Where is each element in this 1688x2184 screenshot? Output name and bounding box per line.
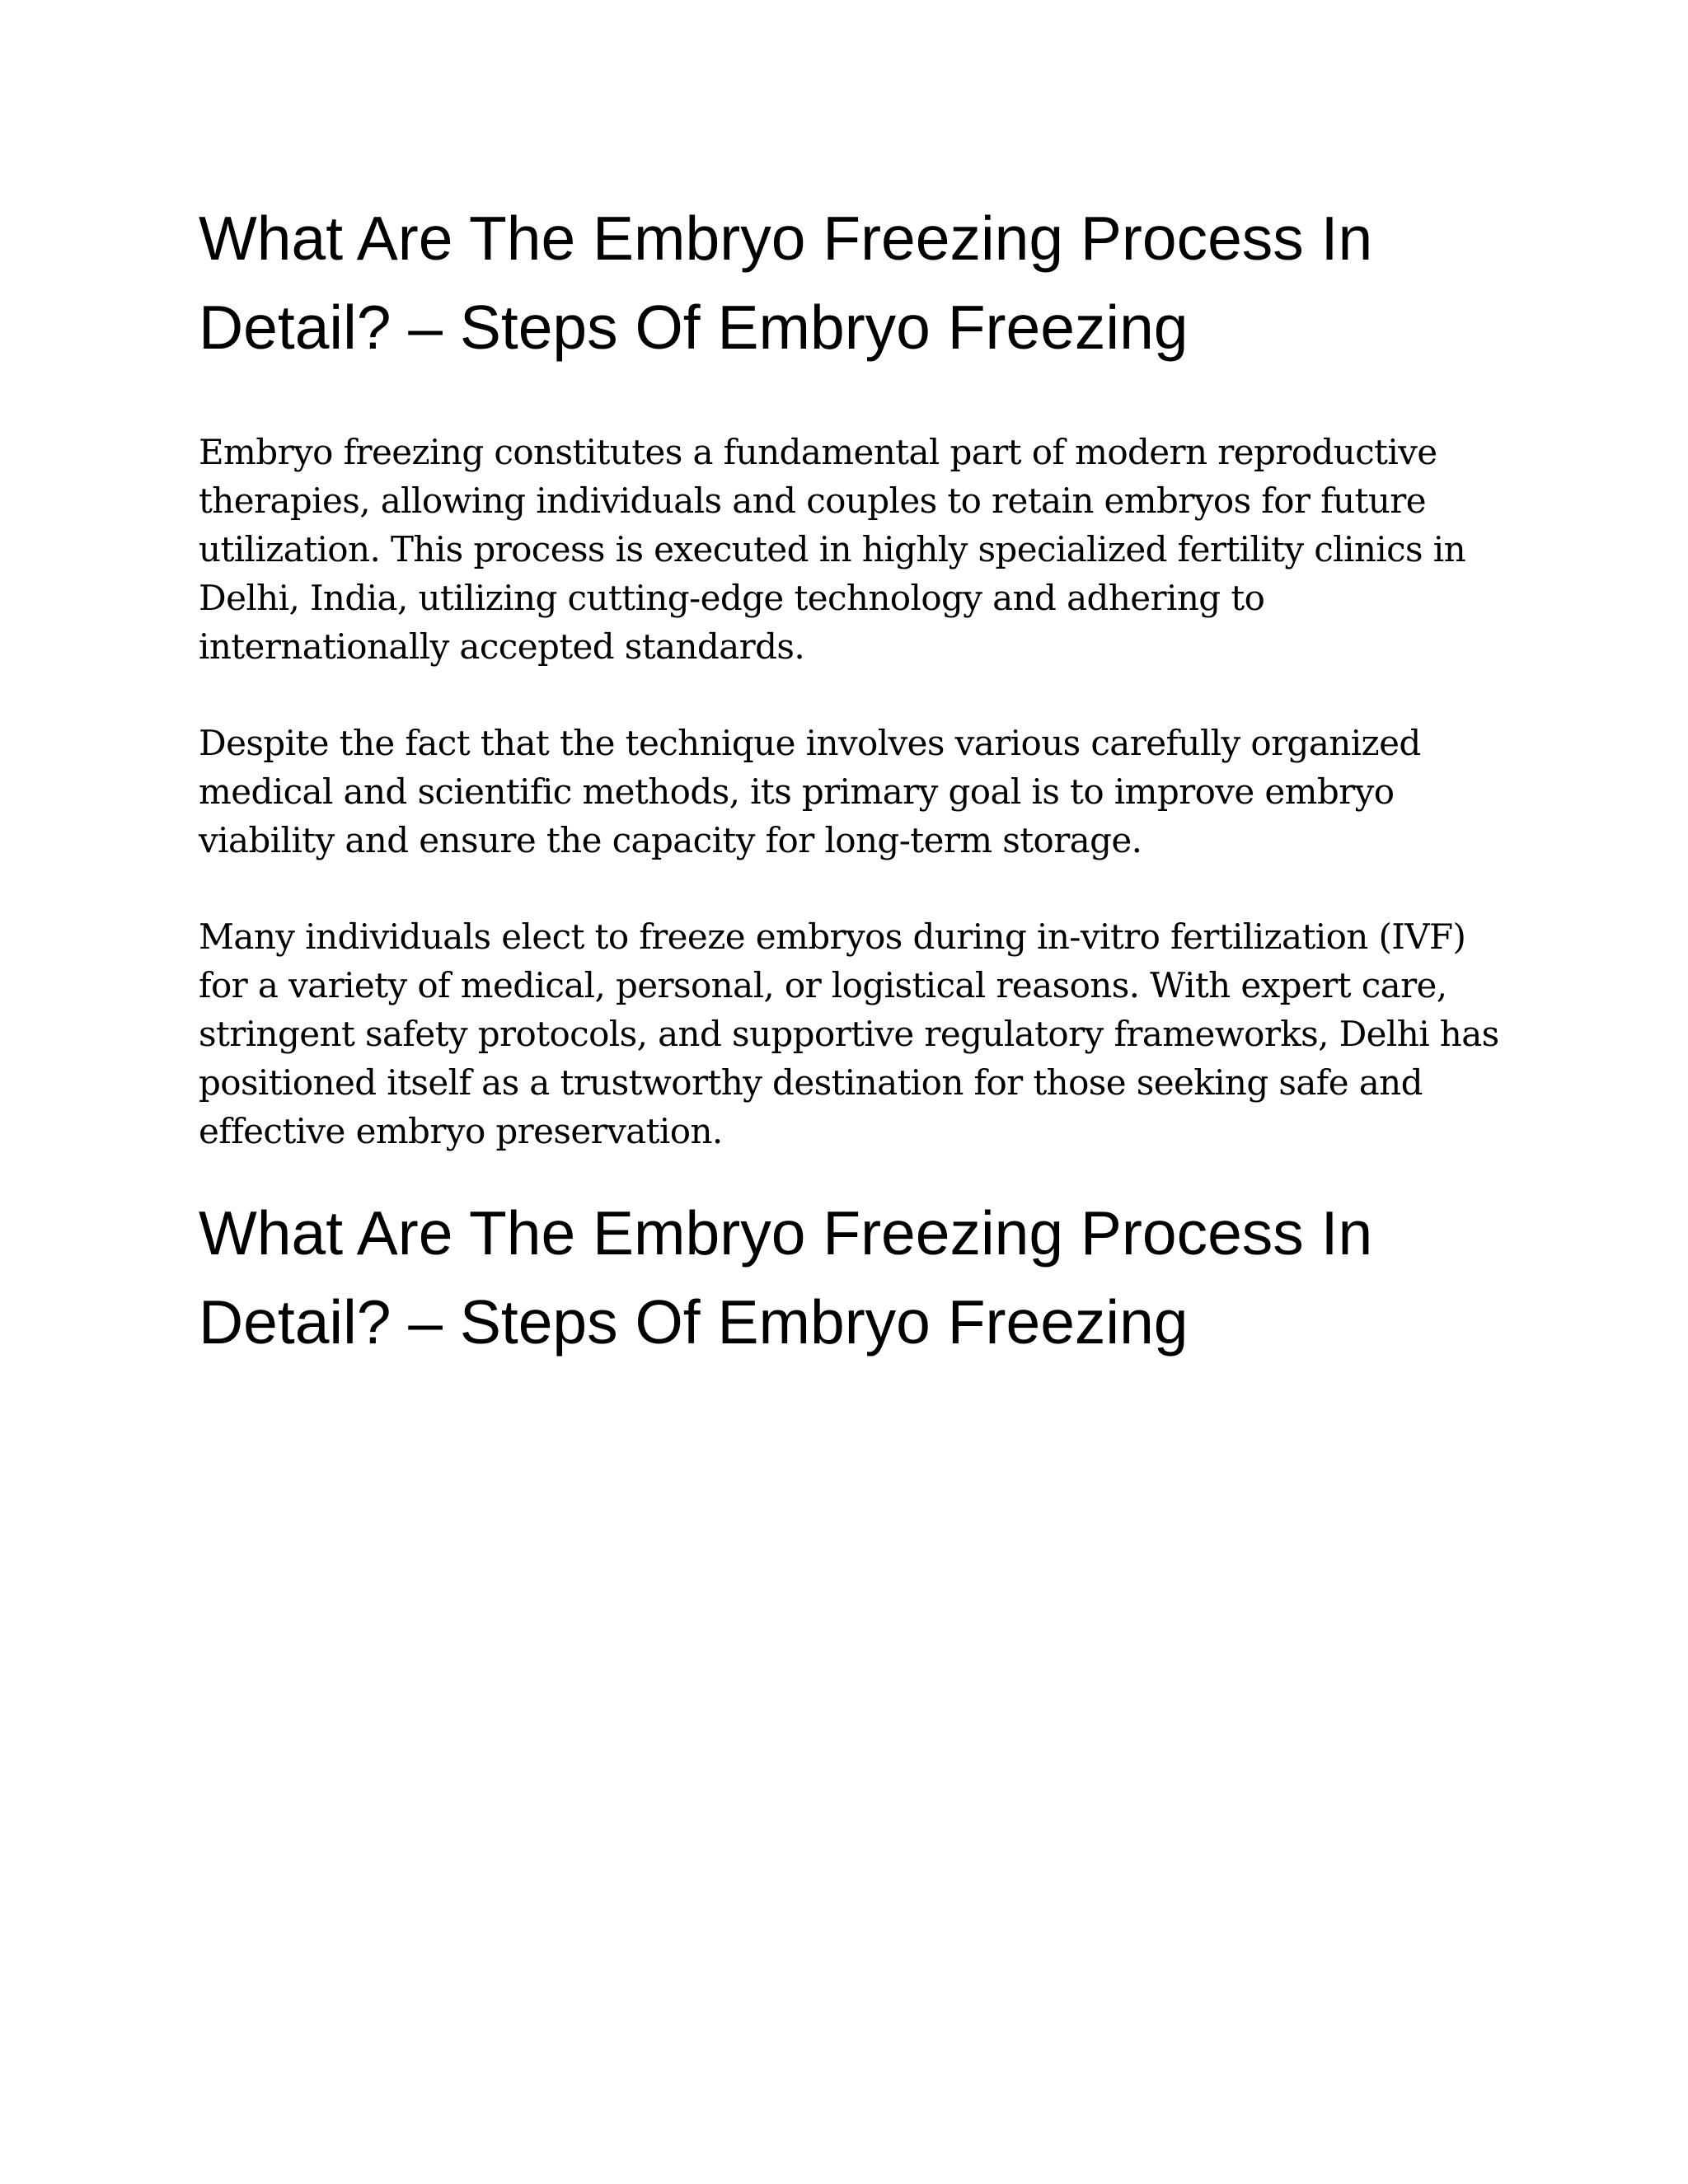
document-content — [199, 194, 1501, 1366]
paragraph-reasons: Many individuals elect to freeze embryos during in-vitro fertilization (IVF) for a variety of medical, personal, or logistical reasons. With expert care, stringent safety protocols, and supportive regulatory frameworks, Delhi has positioned itself as a trustworthy destination for those seeking safe and effective embryo preservation. — [199, 916, 1499, 1151]
document-heading-top: What Are The Embryo Freezing Process In Detail? – Steps Of Embryo Freezing — [199, 204, 1373, 362]
paragraph-intro: Embryo freezing constitutes a fundamental part of modern reproductive therapies, allowing individuals and couples to retain embryos for future utilization. This process is executed in highly specialized fertility clinics in Delhi, India, utilizing cutting-edge technology and adhering to internationally accepted standards. — [199, 432, 1466, 667]
paragraph-technique: Despite the fact that the technique involves various carefully organized medical and scientific methods, its primary goal is to improve embryo viability and ensure the capacity for long-term storage. — [199, 723, 1421, 860]
document-heading-repeat: What Are The Embryo Freezing Process In Detail? – Steps Of Embryo Freezing — [199, 1198, 1373, 1357]
